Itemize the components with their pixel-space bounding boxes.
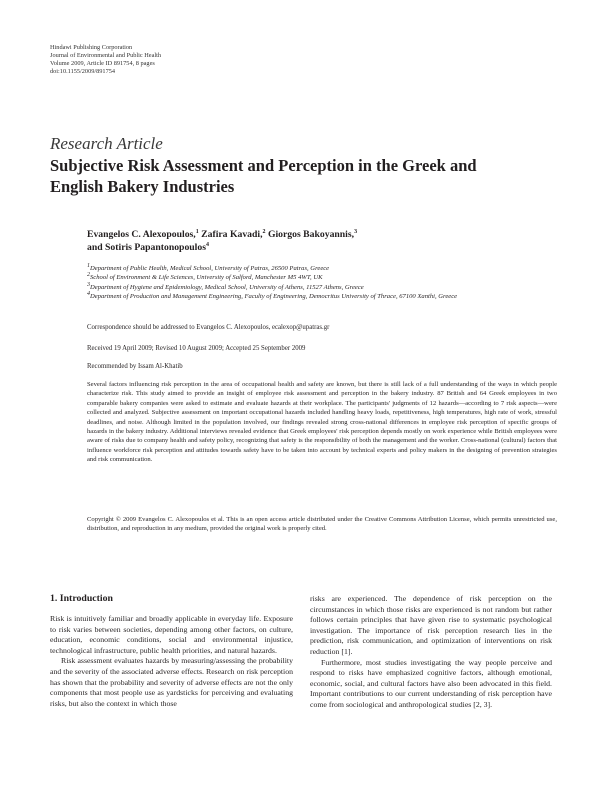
abstract: Several factors influencing risk perception in the area of occupational health and safety are known, but there is still lack of a full understanding of the ways in which people characterize risk. This study aimed to provide an insight of employee risk assessment and perception in the bakery industry. 87 British and 64 Greek employees in two comparable bakery companies were asked to estimate and evaluate hazards at their workplace. The participants' judgments of 12 hazards—according to 7 risk aspects—were collected and analyzed. Subjective assessment on important occupational hazards included handling heavy loads, repetitiveness, high temperatures, high rate of work, stressful deadlines, and noise. Although limited in the population involved, our findings revealed strong cross-national differences in employee risk perception of specific groups of hazards in the bakery industry. Additional interviews revealed evidence that Greek employees' risk perception depends mostly on work experience while British employees were aware of risks due to company health and safety policy, recognizing that safety is the responsibility of both the management and the worker. Cross-national (cultural) factors that influence workforce risk perception and attitudes towards safety have to be taken into account by technical experts and policy makers in the designing of prevention strategies and risk communication. [87,381,557,464]
author: Evangelos C. Alexopoulos,$^1$ [87,228,199,240]
recommended-by: Recommended by Issam Al-Khatib [87,363,183,370]
author: and Sotiris Papantonopoulos$^4$ [87,241,209,253]
paper-title: Subjective Risk Assessment and Perception in the Greek and English Bakery Industries [50,156,477,196]
paragraph: Risk assessment evaluates hazards by measuring/assessing the probability and the severity of the associated adverse effects. Research on risk perception has shown that the probability and severity of adverse effects are not the only components that most people use as yardsticks for perceiving and evaluating risks, but also the context in which those [50,656,293,708]
submission-dates: Received 19 April 2009; Revised 10 August 2009; Accepted 25 September 2009 [87,345,306,352]
left-column [50,614,293,709]
affiliation: $^1$Department of Public Health, Medical School, University of Patras, 26500 Patras, Greece [87,262,330,272]
publisher: Hindawi Publishing Corporation [50,44,133,51]
affiliation: $^3$Department of Hygiene and Epidemiology, Medical School, University of Athens, 11527 Athens, Greece [87,281,364,291]
affiliation: $^2$School of Environment & Life Sciences, University of Salford, Manchester M5 4WT, UK [87,272,323,282]
author-list [87,228,517,254]
paragraph: Risk is intuitively familiar and broadly applicable in everyday life. Exposure to risk varies between societies, depending among other factors, on culture, education, economic conditions, social and environmental injustice, technological infrastructure, public health priorities, and natural hazards. [50,614,293,655]
journal-header [50,44,161,76]
correspondence: Correspondence should be addressed to Evangelos C. Alexopoulos, ecalexop@upatras.gr [87,324,330,331]
volume-info: Volume 2009, Article ID 891754, 8 pages [50,60,155,67]
affiliation: $^4$Department of Production and Management Engineering, Faculty of Engineering, Democritus University of Thrace, 67100 Xanthi, Greece [87,291,458,301]
section-heading: 1. Introduction [50,593,113,604]
article-type: Research Article [50,134,163,153]
affiliations [87,264,557,302]
paragraph: risks are experienced. The dependence of risk perception on the circumstances in which those risks are experienced is not random but rather follows certain principles that have given rise to systematic psychological investigation. The importance of risk perception research lies in the prediction, risk communication, and optimization of interventions on risk reduction [1]. [310,594,552,656]
doi: doi:10.1155/2009/891754 [50,68,116,75]
paragraph: Furthermore, most studies investigating the way people perceive and respond to risks have emphasized cognitive factors, although emotional, economic, social, and cultural factors have also been advocated in this field. Important contributions to our current understanding of risk perception have come from sociological and anthropological studies [2, 3]. [310,657,552,709]
copyright-notice: Copyright © 2009 Evangelos C. Alexopoulos et al. This is an open access article distributed under the Creative Commons Attribution License, which permits unrestricted use, distribution, and reproduction in any medium, provided the original work is properly cited. [87,516,557,533]
author: Giorgos Bakoyannis,$^3$ [267,228,358,240]
journal-name: Journal of Environmental and Public Health [50,52,162,59]
author: Zafira Kavadi,$^2$ [201,228,266,240]
right-column [310,594,552,711]
